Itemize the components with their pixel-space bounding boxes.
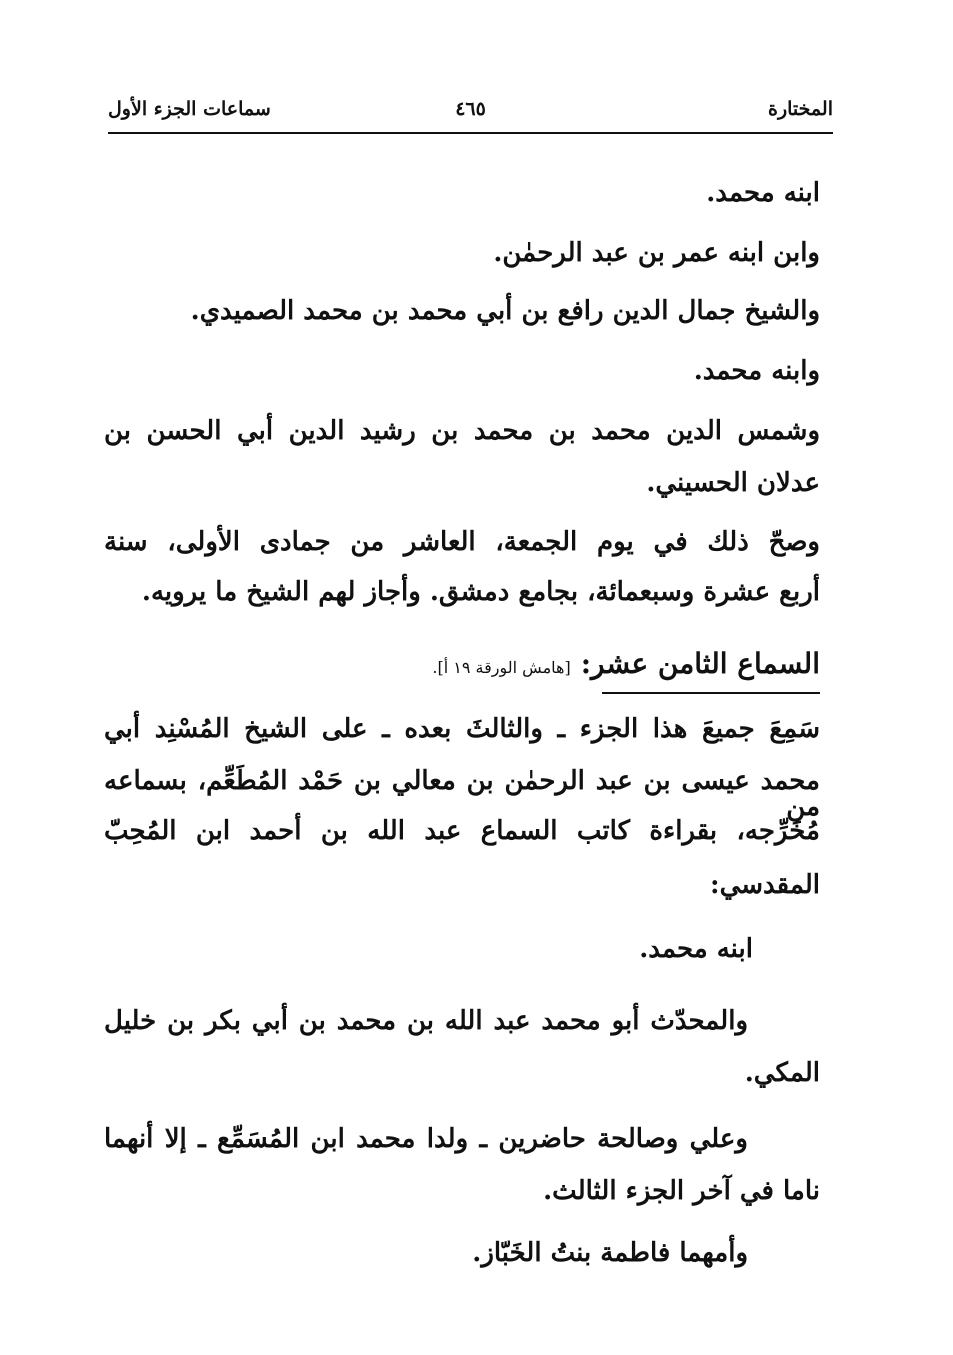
text-line: والشيخ جمال الدين رافع بن أبي محمد بن محمد الصميدي. bbox=[190, 296, 820, 326]
text-line: وابنه محمد. bbox=[693, 356, 820, 386]
text-line: وشمس الدين محمد بن محمد بن رشيد الدين أبي الحسن بن bbox=[104, 416, 821, 446]
text-line: أربع عشرة وسبعمائة، بجامع دمشق. وأجاز لهم الشيخ ما يرويه. bbox=[141, 577, 820, 607]
text-line: ابنه محمد. bbox=[639, 934, 753, 964]
page-header bbox=[108, 96, 833, 134]
text-line: المقدسي: bbox=[709, 870, 820, 900]
text-line: والمحدّث أبو محمد عبد الله بن محمد بن أبي بكر بن خليل bbox=[104, 1006, 748, 1036]
section-heading-text: السماع الثامن عشر: bbox=[580, 647, 820, 680]
text-line: وابن ابنه عمر بن عبد الرحمٰن. bbox=[493, 238, 820, 268]
text-line: المكي. bbox=[744, 1058, 820, 1088]
section-title: سماعات الجزء الأول bbox=[108, 98, 271, 120]
text-line: مُخَرِّجه، بقراءة كاتب السماع عبد الله بن أحمد ابن المُحِبّ bbox=[104, 816, 820, 846]
heading-underline bbox=[602, 692, 820, 694]
text-line: ناما في آخر الجزء الثالث. bbox=[543, 1176, 820, 1206]
text-line: محمد عيسى بن عبد الرحمٰن بن معالي بن حَمْد المُطَعِّم، بسماعه من bbox=[104, 766, 820, 822]
text-line: سَمِعَ جميعَ هذا الجزء ـ والثالثَ بعده ـ على الشيخ المُسْنِد أبي bbox=[104, 714, 820, 744]
book-title: المختارة bbox=[768, 98, 833, 120]
text-line: وعلي وصالحة حاضرين ـ ولدا محمد ابن المُسَمِّع ـ إلا أنهما bbox=[104, 1124, 748, 1154]
page-number: ٤٦٥ bbox=[455, 98, 486, 120]
text-line: وأمهما فاطمة بنتُ الخَبّاز. bbox=[472, 1238, 748, 1268]
text-line: ابنه محمد. bbox=[706, 178, 820, 208]
text-line: عدلان الحسيني. bbox=[646, 468, 820, 498]
margin-note: [هامش الورقة ١٩ أ]. bbox=[432, 658, 571, 677]
text-line: وصحّ ذلك في يوم الجمعة، العاشر من جمادى الأولى، سنة bbox=[104, 527, 820, 557]
section-heading bbox=[432, 647, 820, 680]
